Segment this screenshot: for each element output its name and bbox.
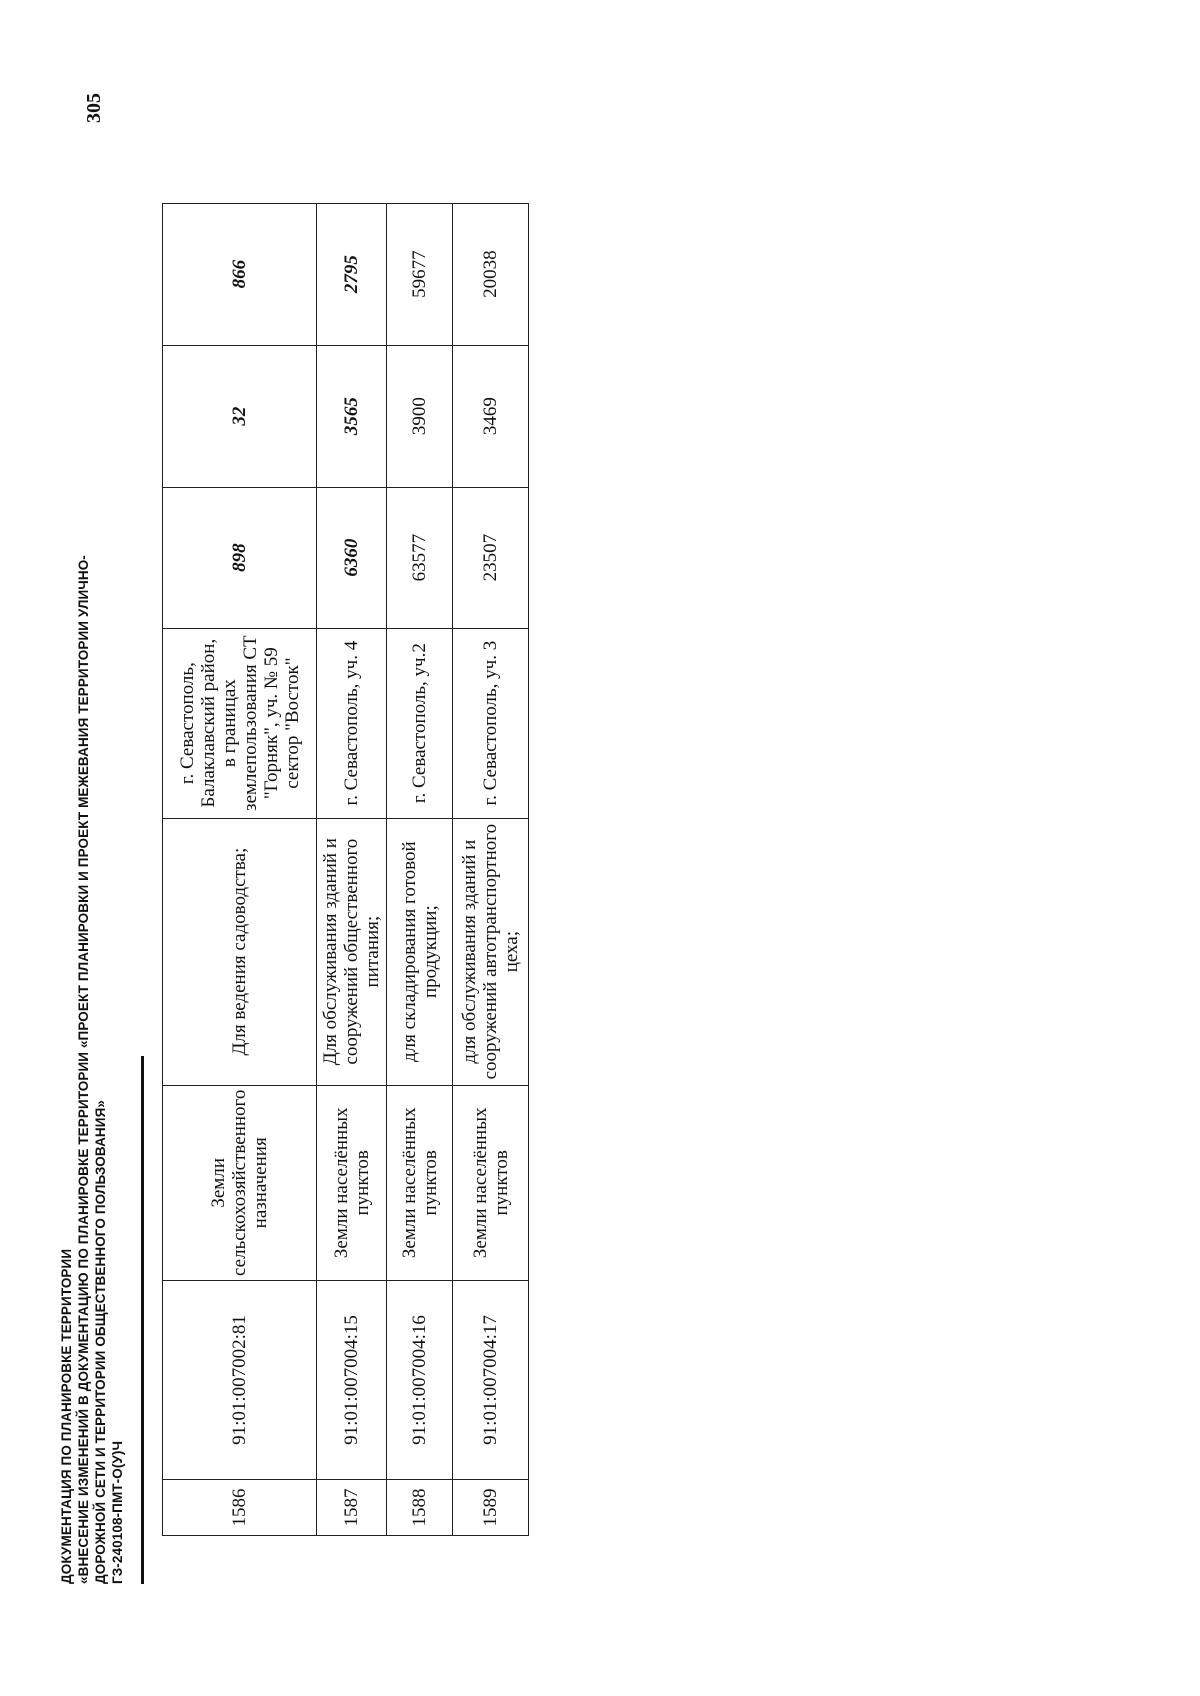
header-code: ГЗ-240108-ПМТ-О(У)Ч [110, 1440, 125, 1584]
permitted-use: для складирования готовой продукции; [387, 818, 453, 1085]
row-number: 1587 [317, 1480, 387, 1536]
header-line-3: ДОРОЖНОЙ СЕТИ И ТЕРРИТОРИИ ОБЩЕСТВЕННОГО ПОЛЬЗОВАНИЯ» [93, 1100, 108, 1584]
land-category: Земли населённых пунктов [317, 1085, 387, 1280]
land-category: Земли населённых пунктов [453, 1085, 529, 1280]
area-remaining: 866 [163, 203, 317, 345]
area-part: 3469 [453, 345, 529, 487]
area-part: 3900 [387, 345, 453, 487]
land-category: Земли населённых пунктов [387, 1085, 453, 1280]
area-total: 898 [163, 487, 317, 628]
plot-address: г. Севастополь, уч. 3 [453, 628, 529, 818]
permitted-use: Для ведения садоводства; [163, 818, 317, 1085]
permitted-use: Для обслуживания зданий и сооружений общественного питания; [317, 818, 387, 1085]
area-total: 23507 [453, 487, 529, 628]
plot-address: г. Севастополь, уч. 4 [317, 628, 387, 818]
table-row [453, 203, 529, 1535]
cadastral-number: 91:01:007004:15 [317, 1281, 387, 1480]
table-row [317, 203, 387, 1535]
row-number: 1588 [387, 1480, 453, 1536]
area-total: 6360 [317, 487, 387, 628]
table-row [163, 203, 317, 1535]
row-number: 1586 [163, 1480, 317, 1536]
page-number: 305 [83, 93, 105, 123]
plot-address: г. Севастополь, Балаклавский район, в границах землепользования СТ "Горняк", уч. № 59 сектор "Восток" [163, 628, 317, 818]
land-plot-table [162, 203, 529, 1536]
row-number: 1589 [453, 1480, 529, 1536]
area-part: 32 [163, 345, 317, 487]
cadastral-number: 91:01:007004:17 [453, 1281, 529, 1480]
area-remaining: 59677 [387, 203, 453, 345]
plot-address: г. Севастополь, уч.2 [387, 628, 453, 818]
permitted-use: для обслуживания зданий и сооружений автотранспортного цеха; [453, 818, 529, 1085]
cadastral-number: 91:01:007002:81 [163, 1281, 317, 1480]
cadastral-number: 91:01:007004:16 [387, 1281, 453, 1480]
header-underline [141, 1056, 144, 1584]
area-remaining: 20038 [453, 203, 529, 345]
header-line-1: ДОКУМЕНТАЦИЯ ПО ПЛАНИРОВКЕ ТЕРРИТОРИИ [59, 1248, 74, 1584]
area-remaining: 2795 [317, 203, 387, 345]
area-total: 63577 [387, 487, 453, 628]
area-part: 3565 [317, 345, 387, 487]
table-row [387, 203, 453, 1535]
document-header [58, 284, 126, 1584]
header-line-2: «ВНЕСЕНИЕ ИЗМЕНЕНИЙ В ДОКУМЕНТАЦИЮ ПО ПЛАНИРОВКЕ ТЕРРИТОРИИ «ПРОЕКТ ПЛАНИРОВКИ И ПРОЕКТ МЕЖЕВАНИЯ ТЕРРИТОРИИ УЛИЧНО- [76, 555, 91, 1584]
land-category: Земли сельскохозяйственного назначения [163, 1085, 317, 1280]
